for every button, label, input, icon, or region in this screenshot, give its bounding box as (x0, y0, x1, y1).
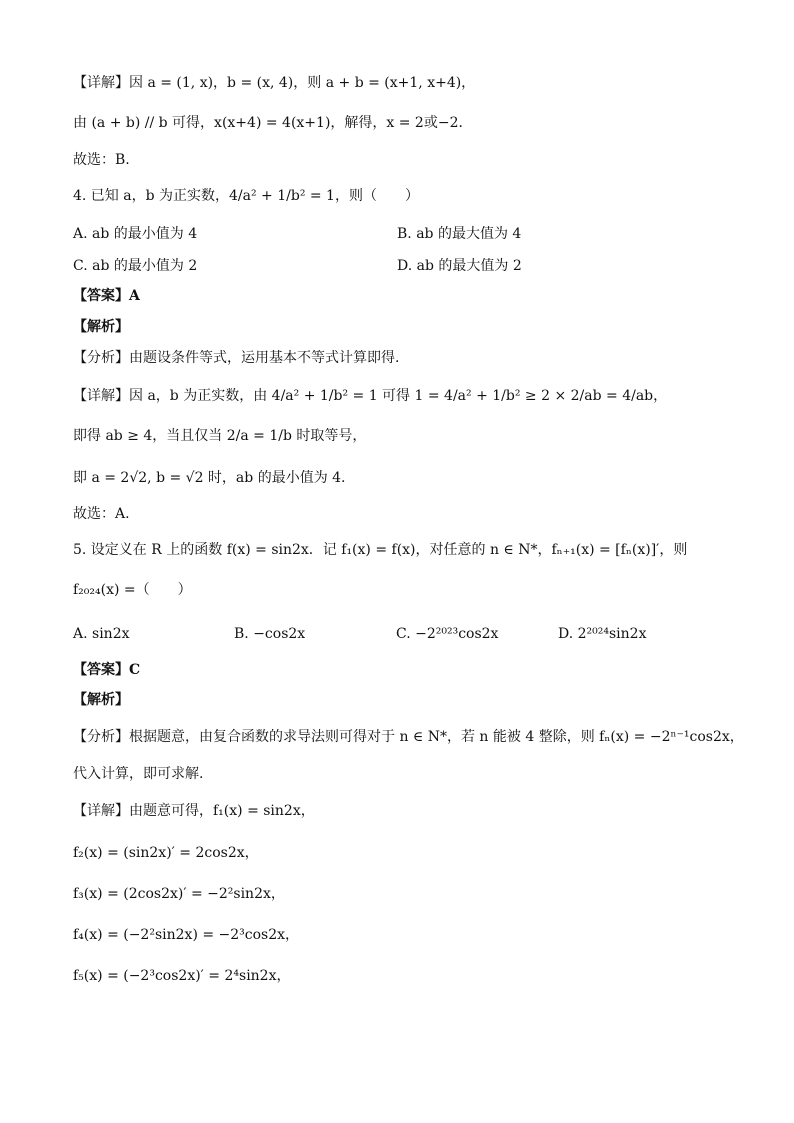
question-5-f5: f₅(x) = (−2³cos2x)′ = 2⁴sin2x， (73, 968, 291, 984)
question-4-option-a: A. ab 的最小值为 4 (73, 226, 198, 242)
question-5-option-b: B. −cos2x (234, 626, 306, 642)
question-4-detail-3: 即 a = 2√2, b = √2 时，ab 的最小值为 4. (73, 470, 346, 486)
question-4-detail: 【详解】因 a，b 为正实数，由 4/a² + 1/b² = 1 可得 1 = 4/a² + 1/b² ≥ 2 × 2/ab = 4/ab， (73, 388, 668, 404)
question-4-option-b: B. ab 的最大值为 4 (397, 226, 522, 242)
question-4-stem: 4. 已知 a，b 为正实数，4/a² + 1/b² = 1，则（ ） (73, 188, 419, 204)
question-4-choice: 故选：A. (73, 506, 130, 522)
question-5-analysis-2: 代入计算，即可求解. (73, 766, 204, 782)
question-5-analysis: 【分析】根据题意，由复合函数的求导法则可得对于 n ∈ N*，若 n 能被 4 整除，则 fₙ(x) = −2ⁿ⁻¹cos2x， (73, 729, 744, 745)
question-5-f4: f₄(x) = (−2²sin2x) = −2³cos2x， (73, 927, 300, 943)
question-5-stem: 5. 设定义在 R 上的函数 f(x) = sin2x．记 f₁(x) = f(x)，对任意的 n ∈ N*，fₙ₊₁(x) = [fₙ(x)]′，则 (73, 542, 688, 558)
question-4-analysis: 【分析】由题设条件等式，运用基本不等式计算即得. (73, 350, 400, 366)
solution-q3-equation: 由 (a + b) // b 可得，x(x+4) = 4(x+1)，解得，x = 2或−2． (73, 115, 473, 131)
solution-q3-choice: 故选：B. (73, 152, 130, 168)
question-5-analysis-heading: 【解析】 (73, 692, 129, 708)
question-5-option-a: A. sin2x (73, 626, 130, 642)
question-4-detail-2: 即得 ab ≥ 4，当且仅当 2/a = 1/b 时取等号， (73, 428, 367, 444)
question-4-option-c: C. ab 的最小值为 2 (73, 258, 198, 274)
question-5-stem-2: f₂₀₂₄(x) =（ ） (73, 582, 192, 598)
question-5-f3: f₃(x) = (2cos2x)′ = −2²sin2x， (73, 886, 285, 902)
solution-q3-detail: 【详解】因 a = (1, x)，b = (x, 4)，则 a + b = (x+1, x+4)， (73, 75, 476, 91)
question-5-option-d: D. 2²⁰²⁴sin2x (558, 626, 647, 642)
question-5-answer: 【答案】C (73, 662, 141, 678)
question-5-f2: f₂(x) = (sin2x)′ = 2cos2x， (73, 845, 259, 861)
question-4-option-d: D. ab 的最大值为 2 (397, 258, 522, 274)
question-4-answer: 【答案】A (73, 288, 140, 304)
question-4-analysis-heading: 【解析】 (73, 319, 129, 335)
question-5-option-c: C. −2²⁰²³cos2x (396, 626, 499, 642)
question-5-detail: 【详解】由题意可得，f₁(x) = sin2x， (73, 803, 315, 819)
